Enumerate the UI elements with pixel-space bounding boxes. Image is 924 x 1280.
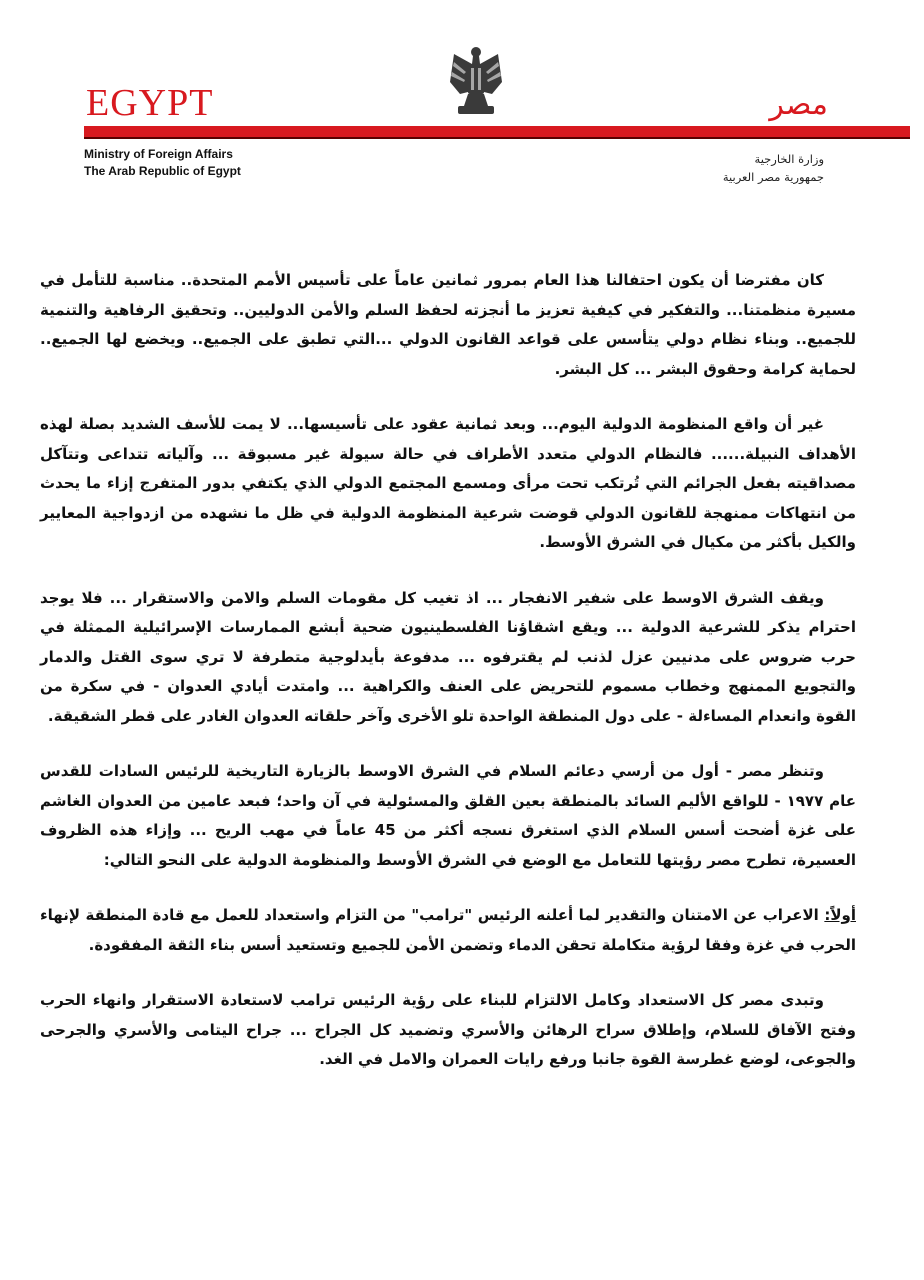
egypt-wordmark-en: EGYPT	[86, 82, 214, 124]
ministry-ar-line-2: جمهورية مصر العربية	[722, 170, 824, 184]
paragraph-2: غير أن واقع المنظومة الدولية اليوم... وبعد ثمانية عقود على تأسيسها... لا يمت للأسف الشديد بصلة لهذه الأهداف النبيلة...... فالنظام الدولي متعدد الأطراف في حالة سيولة غير مسبوقة ... وآلياته تتداعى وتتآكل مصداقيته بفعل الجرائم التي تُرتكب تحت مرأى ومسمع المجتمع الدولي الذي يكتفي بدور المتفرج إزاء ما يحدث من انتهاكات ممنهجة للقانون الدولي قوضت شرعية المنظومة الدولية في ظل ما نشهده من ازدواجية المعايير والكيل بأكثر من مكيال في الشرق الأوسط.	[40, 415, 856, 551]
ministry-en-line-1: Ministry of Foreign Affairs	[84, 147, 233, 161]
paragraph-5-text: الاعراب عن الامتنان والتقدير لما أعلنه الرئيس "ترامب" من التزام واستعداد للعمل مع قادة المنطقة لإنهاء الحرب في غزة وفقا لرؤية متكاملة تحقن الدماء وتضمن الأمن للجميع وتستعيد أسس بناء الثقة المفقودة.	[40, 906, 856, 954]
ministry-name-ar	[723, 150, 824, 186]
paragraph-3: ويقف الشرق الاوسط على شفير الانفجار ... اذ تغيب كل مقومات السلم والامن والاستقرار ... فلا يوجد احترام يذكر للشرعية الدولية ... ويقع اشقاؤنا الفلسطينيون ضحية أبشع الممارسات الإسرائيلية الممثلة في حرب ضروس على مدنيين عزل لذنب لم يقترفوه ... مدفوعة بأيدلوجية متطرفة لا تري سوى القتل والدمار والتجويع الممنهج وخطاب مسموم للتحريض على العنف والكراهية ... وامتدت أيادي العدوان - في سكرة من القوة وانعدام المساءلة - على دول المنطقة الواحدة تلو الأخرى وآخر حلقاته العدوان الغادر على قطر الشقيقة.	[40, 588, 856, 725]
paragraph-1: كان مفترضا أن يكون احتفالنا هذا العام بمرور ثمانين عاماً على تأسيس الأمم المتحدة.. مناسبة للتأمل في مسيرة منظمتنا... والتفكير في كيفية تعزيز ما أنجزته لحفظ السلم والأمن الدوليين.. وتحقيق الرفاهية والتنمية للجميع.. وبناء نظام دولي يتأسس على قواعد القانون الدولي ...التي تطبق على الجميع.. ويخضع لها الجميع.. لحماية كرامة وحقوق البشر ... كل البشر.	[40, 271, 856, 378]
paragraph-4: وتنظر مصر - أول من أرسي دعائم السلام في الشرق الاوسط بالزيارة التاريخية للرئيس السادات للقدس عام ١٩٧٧ - للواقع الأليم السائد بالمنطقة بعين القلق والمسئولية في آن واحد؛ فبعد عامين من العدوان الغاشم على غزة أضحت أسس السلام الذي استغرق نسجه أكثر من 45 عاماً في مهب الريح ... وإزاء هذه الظروف العسيرة، تطرح مصر رؤيتها للتعامل مع الوضع في الشرق الأوسط والمنظومة الدولية على النحو التالي:	[40, 762, 856, 869]
paragraph-6: وتبدى مصر كل الاستعداد وكامل الالتزام للبناء على رؤية الرئيس ترامب لاستعادة الاستقرار وانهاء الحرب وفتح الآفاق للسلام، وإطلاق سراح الرهائن والأسري وتضميد كل الجراح ... جراح اليتامى والأسري والجرحى والجوعى، لوضع غطرسة القوة جانبا ورفع رايات العمران والامل في الغد.	[40, 991, 856, 1068]
ministry-ar-line-1: وزارة الخارجية	[754, 152, 824, 166]
egypt-wordmark-ar: مصر	[769, 87, 828, 122]
eagle-of-saladin-emblem-icon	[446, 42, 506, 122]
paragraph-5	[40, 901, 856, 960]
ministry-name-en	[84, 146, 241, 180]
document-body	[40, 266, 856, 1101]
first-point-label: أولاً:	[824, 906, 856, 924]
ministry-en-line-2: The Arab Republic of Egypt	[84, 164, 241, 178]
header-divider-bar	[84, 126, 910, 139]
